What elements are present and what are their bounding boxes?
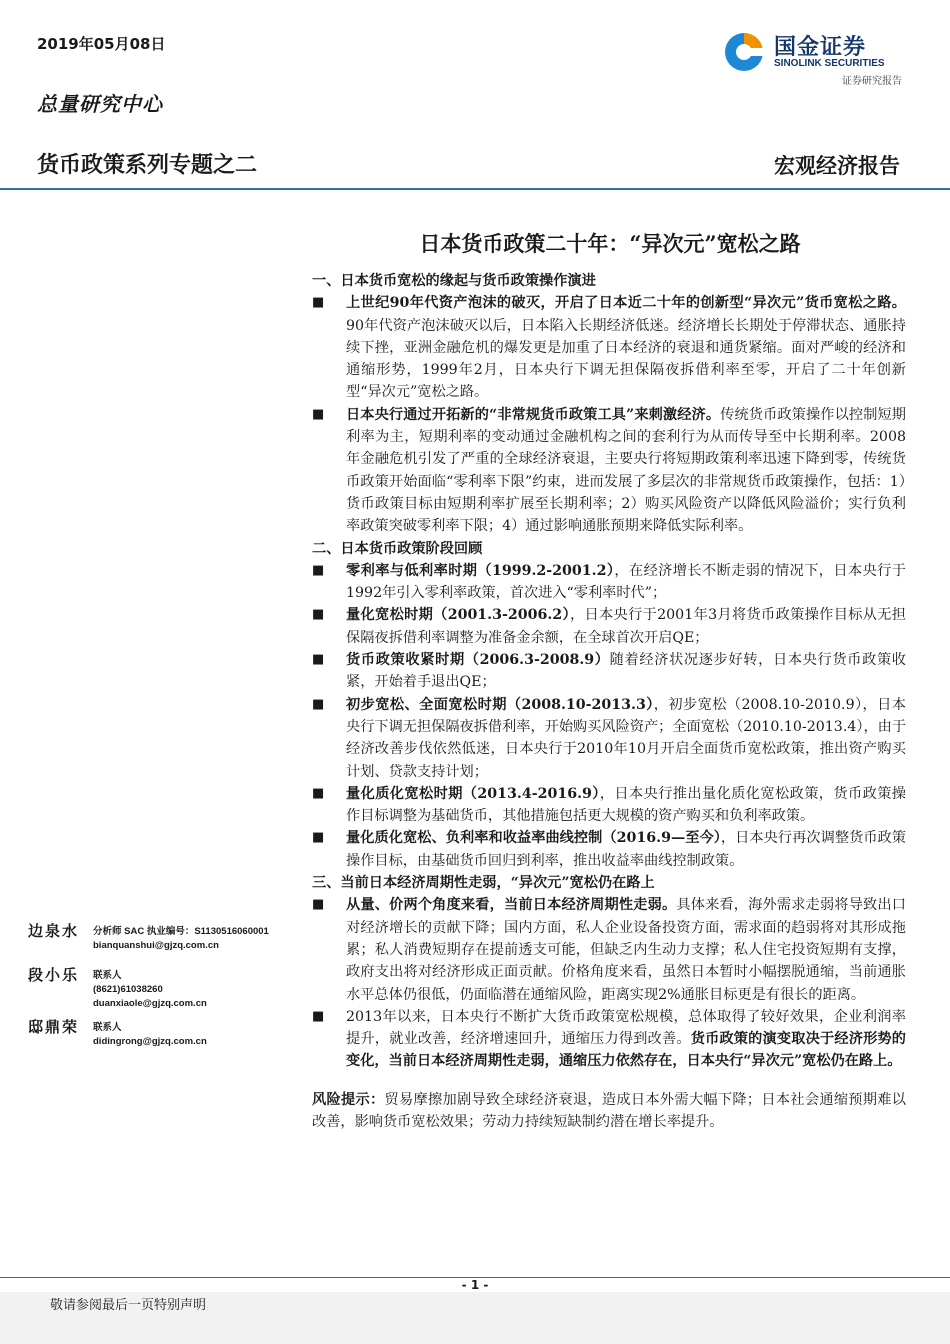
- analyst-entry: [26, 964, 296, 1016]
- risk-text: 贸易摩擦加剧导致全球经济衰退，造成日本外需大幅下降；日本社会通缩预期难以改善，影响货币宽松效果；劳动力持续短缺制约潜在增长率提升。: [312, 1091, 906, 1130]
- bullet-icon: ■: [312, 785, 325, 801]
- header-divider: [0, 188, 950, 190]
- item-text: 2013年以来，日本央行不断扩大货币政策宽松规模，总体取得了较好效果，企业利润率提升，就业改善，经济增速回升，通缩压力得到改善。: [346, 1008, 906, 1048]
- report-title: 日本货币政策二十年：“异次元”宽松之路: [419, 231, 801, 256]
- analyst-entry: [26, 1016, 296, 1060]
- analyst-info: [93, 1021, 207, 1049]
- analyst-phone: (8621)61038260: [93, 984, 163, 995]
- item-bold: 日本央行通过开拓新的“非常规货币政策工具”来刺激经济。: [346, 406, 721, 423]
- list-item: [312, 560, 906, 605]
- item-bold: 从量、价两个角度来看，当前日本经济周期性走弱。: [346, 897, 677, 914]
- section-heading: 二、日本货币政策阶段回顾: [312, 540, 483, 557]
- section-heading: 三、当前日本经济周期性走弱，“异次元”宽松仍在路上: [312, 875, 655, 892]
- item-bold: 量化质化宽松时期（2013.4-2016.9）: [346, 785, 600, 802]
- list-item: [312, 292, 906, 403]
- item-bold: 货币政策收紧时期（2006.3-2008.9）: [346, 652, 610, 669]
- bullet-icon: ■: [312, 406, 325, 422]
- item-text: ，日本央行再次调整货币政策操作目标，由基础货币回归到利率，推出收益率曲线控制政策。: [346, 830, 906, 869]
- logo-text-cn: 国金证券: [774, 35, 867, 60]
- item-bold: 量化宽松时期（2001.3-2006.2）: [346, 607, 570, 624]
- bullet-icon: ■: [312, 830, 325, 846]
- analyst-name: 邸鼎荣: [28, 1018, 80, 1036]
- analyst-line: 分析师 SAC 执业编号：S1130516060001: [93, 926, 269, 937]
- bullet-icon: ■: [312, 696, 325, 712]
- item-text: ，日本央行推出量化质化宽松政策，货币政策操作目标调整为基础货币，其他措施包括更大规模的资产购买和负利率政策。: [346, 785, 906, 825]
- list-item: [312, 604, 906, 649]
- analyst-name: 边泉水: [28, 922, 80, 940]
- list-item: [312, 694, 906, 783]
- list-item: [312, 1006, 906, 1073]
- item-text: 传统货币政策操作以控制短期利率为主，短期利率的变动通过金融机构之间的套利行为从而传导至中长期利率。2008年金融危机引发了严重的全球经济衰退，主要央行将短期政策利率迅速下降到零，传统货币政策开始面临“零利率下限”约束，进而发展了多层次的非常规货币政策操作，包括：1）货币政策目标由短期利率扩展至长期利率；2）购买风险资产以降低风险溢价；实行负利率政策突破零利率下限；4）通过影响通胀预期来降低实际利率。: [346, 406, 906, 535]
- sinolink-logo: [722, 28, 912, 76]
- analyst-email[interactable]: didingrong@gjzq.com.cn: [93, 1036, 207, 1047]
- analyst-email[interactable]: duanxiaole@gjzq.com.cn: [93, 998, 207, 1009]
- list-item: [312, 649, 906, 694]
- bullet-icon: ■: [312, 562, 325, 578]
- bullet-icon: ■: [312, 607, 325, 623]
- analyst-list: [26, 920, 296, 1060]
- item-bold: 零利率与低利率时期（1999.2-2001.2）: [346, 562, 615, 579]
- report-date: 2019年05月08日: [37, 35, 166, 53]
- list-item: [312, 894, 906, 1005]
- bullet-icon: ■: [312, 1008, 325, 1024]
- item-text: 90年代资产泡沫破灭以后，日本陷入长期经济低迷。经济增长长期处于停滞状态、通胀持续下挫，亚洲金融危机的爆发更是加重了日本经济的衰退和通货紧缩。面对严峻的经济和通缩形势，1999年2月，日本央行下调无担保隔夜拆借利率至零，开启了二十年创新型“异次元”宽松之路。: [346, 317, 906, 401]
- list-item: [312, 827, 906, 872]
- bullet-icon: ■: [312, 295, 325, 311]
- list-item: [312, 783, 906, 828]
- item-text: ，初步宽松（2008.10-2010.9），日本央行下调无担保隔夜拆借利率，开始购买风险资产；全面宽松（2010.10-2013.4），由于经济改善步伐依然低迷，日本央行于2010年10月开启全面货币宽松政策，推出资产购买计划、贷款支持计划；: [346, 696, 907, 780]
- report-category: 证券研究报告: [842, 76, 902, 87]
- summary-body: [312, 270, 906, 1133]
- analyst-line: 联系人: [93, 1022, 122, 1033]
- list-item: [312, 404, 906, 538]
- item-bold: 初步宽松、全面宽松时期（2008.10-2013.3）: [346, 696, 654, 713]
- risk-warning: [312, 1089, 906, 1134]
- analyst-info: [93, 925, 269, 953]
- analyst-entry: [26, 920, 296, 964]
- item-text: ，在经济增长不断走弱的情况下，日本央行于1992年引入零利率政策，首次进入“零利率时代”；: [346, 562, 906, 602]
- series-title: 货币政策系列专题之二: [37, 153, 258, 178]
- item-text: 具体来看，海外需求走弱将导致出口对经济增长的贡献下降；国内方面，私人企业设备投资方面，需求面的趋弱将对其形成拖累；私人消费短期存在提前透支可能，但缺乏内生动力支撑；私人住宅投资短期有支撑，政府支出将对经济形成正面贡献。价格角度来看，虽然日本暂时小幅摆脱通缩，当前通胀水平总体仍很低，仍面临潜在通缩风险，距离实现2%通胀目标更是有很长的距离。: [346, 897, 906, 1003]
- report-type: 宏观经济报告: [774, 153, 900, 178]
- section-heading: 一、日本货币宽松的缘起与货币政策操作演进: [312, 273, 596, 289]
- logo-text-en: SINOLINK SECURITIES: [774, 58, 885, 69]
- bullet-icon: ■: [312, 897, 325, 913]
- risk-label: 风险提示：: [312, 1091, 385, 1108]
- item-tail-bold: 货币政策的演变取决于经济形势的变化，当前日本经济周期性走弱，通缩压力依然存在，日本央行“异次元”宽松仍在路上。: [346, 1031, 906, 1070]
- page-number: - 1 -: [461, 1278, 489, 1292]
- disclaimer-note: 敬请参阅最后一页特别声明: [50, 1298, 207, 1313]
- item-bold: 上世纪90年代资产泡沫的破灭，开启了日本近二十年的创新型“异次元”货币宽松之路。: [346, 295, 906, 312]
- analyst-email[interactable]: bianquanshui@gjzq.com.cn: [93, 940, 219, 951]
- item-text: 随着经济状况逐步好转，日本央行货币政策收紧，开始着手退出QE；: [346, 652, 906, 691]
- analyst-name: 段小乐: [28, 966, 80, 984]
- research-center-name: 总量研究中心: [37, 92, 163, 116]
- analyst-info: [93, 969, 207, 1011]
- bullet-icon: ■: [312, 652, 325, 668]
- item-bold: 量化质化宽松、负利率和收益率曲线控制（2016.9—至今）: [346, 830, 721, 847]
- item-text: ，日本央行于2001年3月将货币政策操作目标从无担保隔夜拆借利率调整为准备金余额，在全球首次开启QE；: [346, 607, 906, 646]
- analyst-line: 联系人: [93, 970, 122, 981]
- logo-mark-icon: [722, 28, 770, 76]
